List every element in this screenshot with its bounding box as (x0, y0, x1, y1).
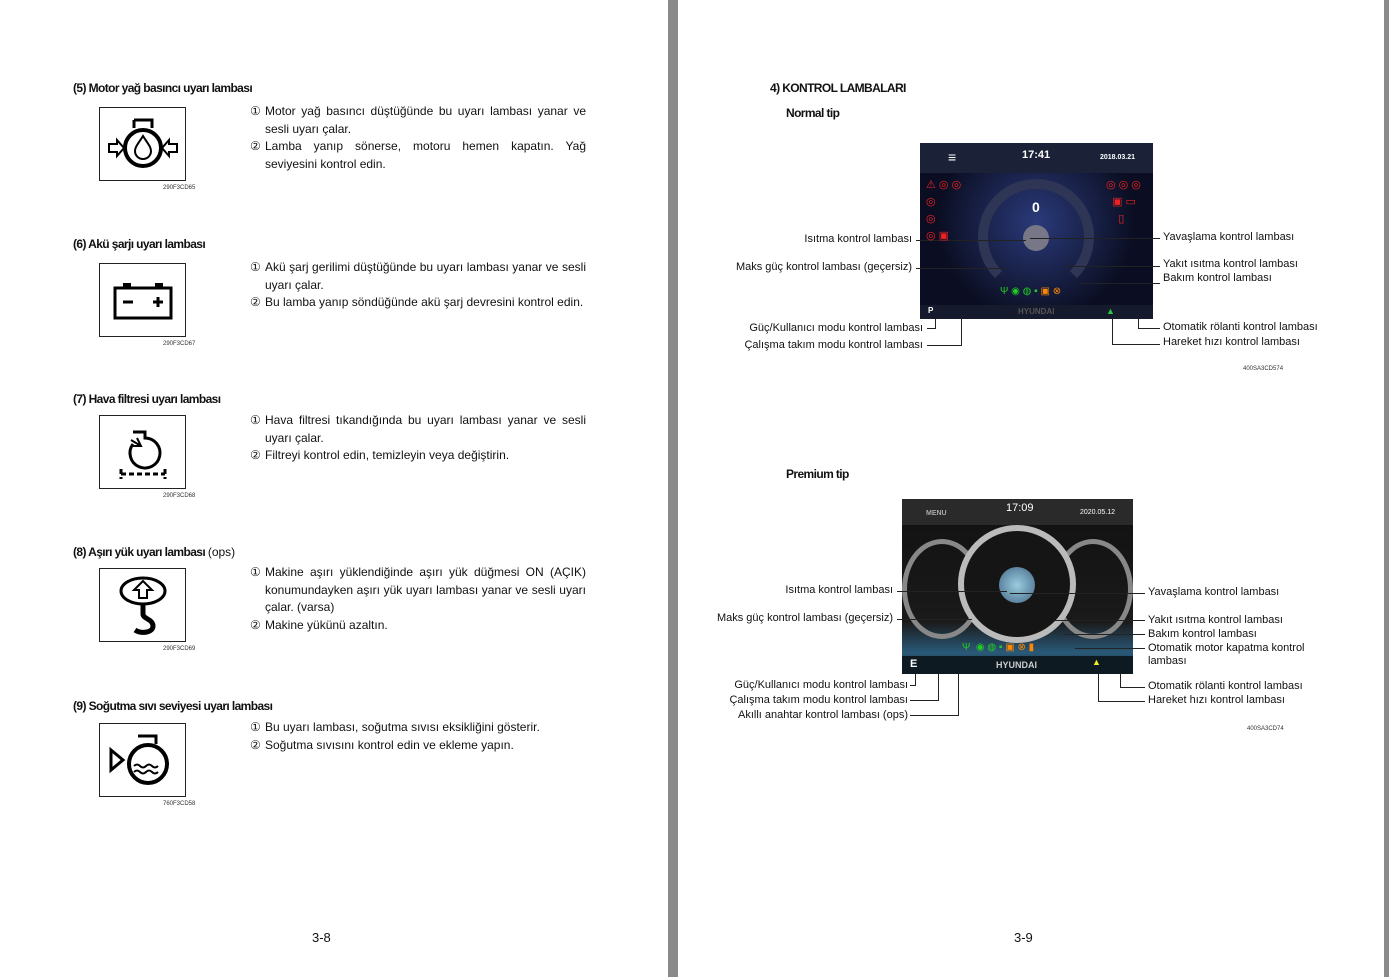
figure-code: 760F3CD58 (163, 801, 196, 807)
leader-line (938, 673, 939, 701)
leader-line (1112, 318, 1113, 344)
figure-code: 400SA3CD574 (1243, 366, 1284, 372)
callout-label: Isıtma kontrol lambası (785, 584, 893, 596)
rpm-value: 0 (1032, 199, 1040, 215)
callout-label: Güç/Kullanıcı modu kontrol lambası (734, 679, 908, 691)
warning-icons-left: ⚠ ◎ ◎ ◎ ◎ ◎ ▣ (926, 179, 962, 242)
coolant-level-icon (99, 723, 186, 797)
section-title-suffix: (ops) (207, 545, 236, 559)
callout-label: Maks güç kontrol lambası (geçersiz) (716, 612, 893, 624)
callout-label: Yavaşlama kontrol lambası (1163, 231, 1295, 243)
callout-label: Yakıt ısıtma kontrol lambası (1163, 258, 1298, 270)
callout-label: Otomatik rölanti kontrol lambası (1163, 321, 1318, 333)
marker: ① (250, 413, 261, 427)
item-text: Bu lamba yanıp söndüğünde akü şarj devresini kontrol edin. (265, 295, 584, 309)
battery-icon (99, 263, 186, 337)
date: 2018.03.21 (1100, 154, 1136, 161)
leader-line (1075, 648, 1145, 649)
leader-line (927, 345, 961, 346)
oil-pressure-icon (99, 107, 186, 181)
section-title (73, 545, 235, 559)
section-title: (7) Hava filtresi uyarı lambası (73, 392, 221, 406)
leader-line (1098, 701, 1145, 702)
section-text (250, 719, 586, 754)
figure-code: 290F3CD67 (163, 341, 196, 347)
leader-line (1120, 673, 1121, 687)
brand-logo: HYUNDAI (1018, 307, 1055, 316)
marker: ② (250, 139, 261, 153)
leader-line (1065, 266, 1160, 267)
item-text: Akü şarj gerilimi düştüğünde bu uyarı lambası yanar ve sesli uyarı çalar. (265, 260, 586, 292)
leader-line (915, 673, 916, 686)
overload-icon (99, 568, 186, 642)
callout-label: Bakım kontrol lambası (1163, 272, 1272, 284)
callout-label: Yavaşlama kontrol lambası (1148, 586, 1280, 598)
callout-label: Güç/Kullanıcı modu kontrol lambası (749, 322, 923, 334)
page-divider (668, 0, 678, 977)
item-text: Makine yükünü azaltın. (265, 617, 388, 632)
callout-label: Bakım kontrol lambası (1148, 628, 1257, 640)
page-title: 4) KONTROL LAMBALARI (770, 81, 906, 95)
leader-line (958, 673, 959, 716)
mode-indicator: E (910, 658, 918, 670)
figure-code: 290F3CD68 (163, 493, 196, 499)
brand-logo: HYUNDAI (996, 660, 1038, 670)
clock-time: 17:09 (1006, 502, 1034, 514)
section-text (250, 259, 586, 312)
leader-line (1138, 328, 1160, 329)
leader-line (910, 715, 958, 716)
marker: ② (250, 295, 261, 309)
menu-button: MENU (926, 510, 947, 517)
leader-line (910, 700, 938, 701)
section-title: (5) Motor yağ basıncı uyarı lambası (73, 81, 253, 95)
callout-label: Maks güç kontrol lambası (geçersiz) (735, 261, 912, 273)
page-number: 3-8 (312, 930, 331, 945)
figure-code: 290F3CD65 (163, 185, 196, 191)
item-text: Hava filtresi tıkandığında bu uyarı lambası yanar ve sesli uyarı çalar. (265, 413, 586, 445)
menu-icon: ≡ (948, 149, 957, 165)
callout-label: Hareket hızı kontrol lambası (1148, 694, 1285, 706)
date: 2020.05.12 (1080, 509, 1116, 516)
callout-label: Otomatik rölanti kontrol lambası (1148, 680, 1303, 692)
section-text (250, 103, 586, 173)
marker: ② (250, 617, 261, 632)
leader-line (1065, 634, 1145, 635)
marker: ② (250, 737, 261, 752)
section-title: (9) Soğutma sıvı seviyesi uyarı lambası (73, 699, 273, 713)
callout-label: Yakıt ısıtma kontrol lambası (1148, 614, 1283, 626)
item-text: Motor yağ basıncı düştüğünde bu uyarı lambası yanar ve sesli uyarı çalar. (265, 104, 586, 136)
air-filter-icon (99, 415, 186, 489)
page-number: 3-9 (1014, 930, 1033, 945)
marker: ① (250, 565, 261, 579)
callout-label: Otomatik motor kapatma kontrol lambası (1148, 642, 1305, 667)
figure-code: 400SA3CD74 (1247, 726, 1284, 732)
callout-label: Çalışma takım modu kontrol lambası (729, 694, 908, 706)
callout-label: Akıllı anahtar kontrol lambası (ops) (738, 709, 908, 721)
marker: ① (250, 104, 261, 118)
item-text: Bu uyarı lambası, soğutma sıvısı eksikliğini gösterir. (265, 720, 540, 734)
travel-speed-icon: ▲ (1106, 306, 1115, 316)
figure-code: 290F3CD69 (163, 646, 196, 652)
leader-line (961, 318, 962, 346)
indicator-icons: Ψ ◉ ◍ ▪ ▣ ⊗ ▮ (962, 642, 1035, 653)
leader-line (1138, 318, 1139, 328)
item-text: Filtreyi kontrol edin, temizleyin veya değiştirin. (265, 448, 510, 462)
warning-icons-right: ◎ ◎ ◎ ▣ ▭ ▯ (1106, 179, 1141, 225)
section-text (250, 564, 586, 634)
callout-label: Isıtma kontrol lambası (804, 233, 912, 245)
leader-line (1112, 344, 1160, 345)
leader-line (935, 318, 936, 329)
mode-indicator: P (928, 306, 934, 315)
clock-time: 17:41 (1022, 149, 1051, 161)
subtitle-premium: Premium tip (786, 467, 849, 481)
item-text: Lamba yanıp sönerse, motoru hemen kapatın. Yağ seviyesini kontrol edin. (265, 139, 586, 171)
travel-speed-icon: ▲ (1092, 657, 1101, 667)
callout-label: Hareket hızı kontrol lambası (1163, 336, 1300, 348)
leader-line (1120, 687, 1145, 688)
subtitle-normal: Normal tip (786, 106, 840, 120)
normal-dashboard-image (920, 143, 1153, 319)
item-text: Soğutma sıvısını kontrol edin ve ekleme yapın. (265, 737, 514, 752)
section-text (250, 412, 586, 465)
leader-line (897, 619, 972, 620)
section-title-text: (8) Aşırı yük uyarı lambası (73, 545, 206, 559)
leader-line (1098, 673, 1099, 701)
leader-line (1080, 283, 1160, 284)
section-title: (6) Akü şarjı uyarı lambası (73, 237, 206, 251)
marker: ① (250, 720, 261, 734)
page-edge (1384, 0, 1389, 977)
item-text: Makine aşırı yüklendiğinde aşırı yük düğmesi ON (AÇIK) konumundayken aşırı yük uyarı lambası yanar ve sesli uyarı çalar. (varsa) (265, 565, 586, 614)
leader-line (1030, 238, 1160, 239)
leader-line (916, 268, 1006, 269)
leader-line (1010, 593, 1145, 594)
leader-line (897, 591, 1007, 592)
leader-line (927, 328, 935, 329)
indicator-icons: Ψ ◉ ◍ ▪ ▣ ⊗ (1000, 286, 1062, 297)
marker: ① (250, 260, 261, 274)
marker: ② (250, 448, 261, 462)
leader-line (1055, 620, 1145, 621)
callout-label: Çalışma takım modu kontrol lambası (744, 339, 923, 351)
